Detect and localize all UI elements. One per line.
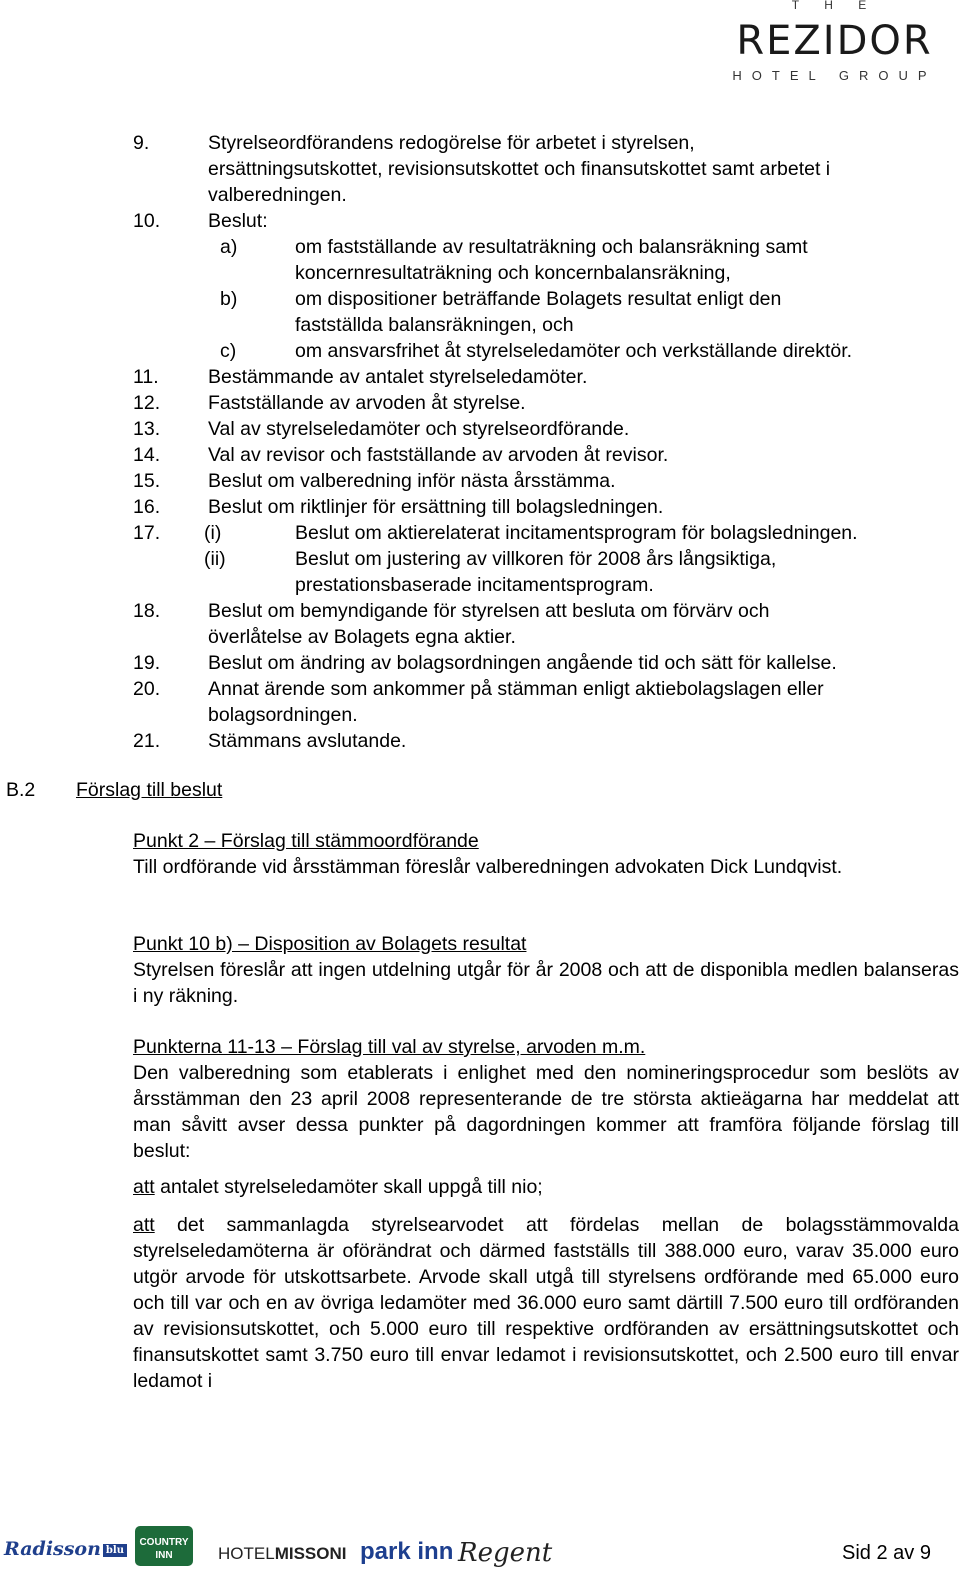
missoni-logo: [218, 1544, 346, 1564]
agenda-text: Stämmans avslutande.: [208, 730, 407, 752]
sub-text: om ansvarsfrihet åt styrelseledamöter och verkställande direktör.: [295, 340, 853, 362]
proposal-body: Den valberedning som etablerats i enlighet med den nomineringsprocedur som beslöts av årsstämman den 23 april 2008 representerande de tre största aktieägarna har meddelat att man såvitt avser dessa punkter på dagordningen kommer att framföra följande förslag till beslut:: [133, 1062, 959, 1162]
sub-label: (ii): [204, 548, 226, 570]
agenda-num: 17.: [133, 522, 161, 544]
proposal-heading: Punkt 2 – Förslag till stämmoordförande: [133, 830, 479, 852]
sub-text: om dispositioner beträffande Bolagets resultat enligt den: [295, 288, 782, 310]
agenda-text: Fastställande av arvoden åt styrelse.: [208, 392, 526, 414]
agenda-num: 16.: [133, 496, 161, 518]
att-clause: [133, 1174, 959, 1200]
agenda-num: 18.: [133, 600, 161, 622]
logo-group: HOTEL GROUP: [732, 68, 937, 83]
sub-label: a): [220, 236, 238, 258]
agenda-text: ersättningsutskottet, revisionsutskottet och finansutskottet samt arbetet i: [208, 158, 831, 180]
agenda-text: Beslut om ändring av bolagsordningen angående tid och sätt för kallelse.: [208, 652, 837, 674]
sub-label: (i): [204, 522, 222, 544]
agenda-text: Beslut om valberedning inför nästa årsstämma.: [208, 470, 616, 492]
sub-text: koncernresultaträkning och koncernbalansräkning,: [295, 262, 731, 284]
blu-badge: blu: [103, 1544, 127, 1557]
agenda-text: överlåtelse av Bolagets egna aktier.: [208, 626, 516, 648]
proposal-heading: Punkterna 11-13 – Förslag till val av styrelse, arvoden m.m.: [133, 1036, 646, 1058]
agenda-text: Styrelseordförandens redogörelse för arbetet i styrelsen,: [208, 132, 695, 154]
missoni-hotel: HOTEL: [218, 1544, 275, 1563]
att-text: antalet styrelseledamöter skall uppgå till nio;: [154, 1176, 543, 1198]
agenda-text: Val av revisor och fastställande av arvoden åt revisor.: [208, 444, 669, 466]
proposal-heading: Punkt 10 b) – Disposition av Bolagets resultat: [133, 933, 527, 955]
sub-text: Beslut om aktierelaterat incitamentsprogram för bolagsledningen.: [295, 522, 858, 544]
agenda-text: Beslut om bemyndigande för styrelsen att besluta om förvärv och: [208, 600, 770, 622]
agenda-text: Val av styrelseledamöter och styrelseordförande.: [208, 418, 630, 440]
sub-text: Beslut om justering av villkoren för 2008 års långsiktiga,: [295, 548, 777, 570]
sub-text: fastställda balansräkningen, och: [295, 314, 574, 336]
agenda-num: 13.: [133, 418, 161, 440]
att-clause: [133, 1212, 959, 1394]
att-word: att: [133, 1176, 155, 1198]
agenda-num: 11.: [133, 366, 159, 388]
section-title: Förslag till beslut: [76, 779, 223, 801]
sub-text: om fastställande av resultaträkning och balansräkning samt: [295, 236, 808, 258]
radisson-logo: [4, 1538, 127, 1560]
agenda-text: Bestämmande av antalet styrelseledamöter.: [208, 366, 588, 388]
rezidor-logo: [727, 0, 942, 90]
logo-main: REZIDOR: [736, 18, 933, 64]
agenda-num: 20.: [133, 678, 161, 700]
agenda-num: 10.: [133, 210, 161, 232]
country-inn-logo: COUNTRY INN: [135, 1526, 193, 1566]
agenda-text: Beslut om riktlinjer för ersättning till bolagsledningen.: [208, 496, 664, 518]
radisson-word: Radisson: [4, 1538, 101, 1560]
sub-label: b): [220, 288, 238, 310]
att-text: det sammanlagda styrelsearvodet att fördelas mellan de bolagsstämmovalda styrelseledamöterna är oförändrat och därmed fastställs till 388.000 euro, varav 35.000 euro utgör arvode för utskottsarbete. Arvode skall utgå till styrelsens ordförande med 65.000 euro och till var och en av övriga ledamöter med 36.000 euro samt därtill 7.500 euro till ordföranden av revisionsutskottet, och 5.000 euro till respektive ordföranden av ersättningsutskottet och finansutskottet samt 3.750 euro till envar ledamot i revisionsutskottet, och 2.500 euro till envar ledamot i: [133, 1214, 959, 1392]
agenda-text: valberedningen.: [208, 184, 347, 206]
agenda-num: 21.: [133, 730, 161, 752]
proposal-body: Till ordförande vid årsstämman föreslår valberedningen advokaten Dick Lundqvist.: [133, 856, 843, 878]
agenda-text: Beslut:: [208, 210, 268, 232]
missoni-word: MISSONI: [274, 1544, 347, 1563]
agenda-num: 9.: [133, 132, 150, 154]
regent-logo: Regent: [458, 1538, 553, 1568]
sub-label: c): [220, 340, 237, 362]
agenda-num: 19.: [133, 652, 161, 674]
agenda-text: bolagsordningen.: [208, 704, 358, 726]
logo-the: T H E: [791, 0, 878, 12]
agenda-text: Annat ärende som ankommer på stämman enligt aktiebolagslagen eller: [208, 678, 824, 700]
page-number: Sid 2 av 9: [842, 1542, 931, 1564]
att-word: att: [133, 1214, 155, 1236]
section-number: B.2: [6, 779, 36, 801]
agenda-num: 12.: [133, 392, 161, 414]
sub-text: prestationsbaserade incitamentsprogram.: [295, 574, 654, 596]
park-inn-logo: park inn: [360, 1538, 454, 1565]
agenda-num: 14.: [133, 444, 161, 466]
agenda-num: 15.: [133, 470, 161, 492]
proposal-body: Styrelsen föreslår att ingen utdelning utgår för år 2008 och att de disponibla medlen balanseras i ny räkning.: [133, 959, 959, 1007]
